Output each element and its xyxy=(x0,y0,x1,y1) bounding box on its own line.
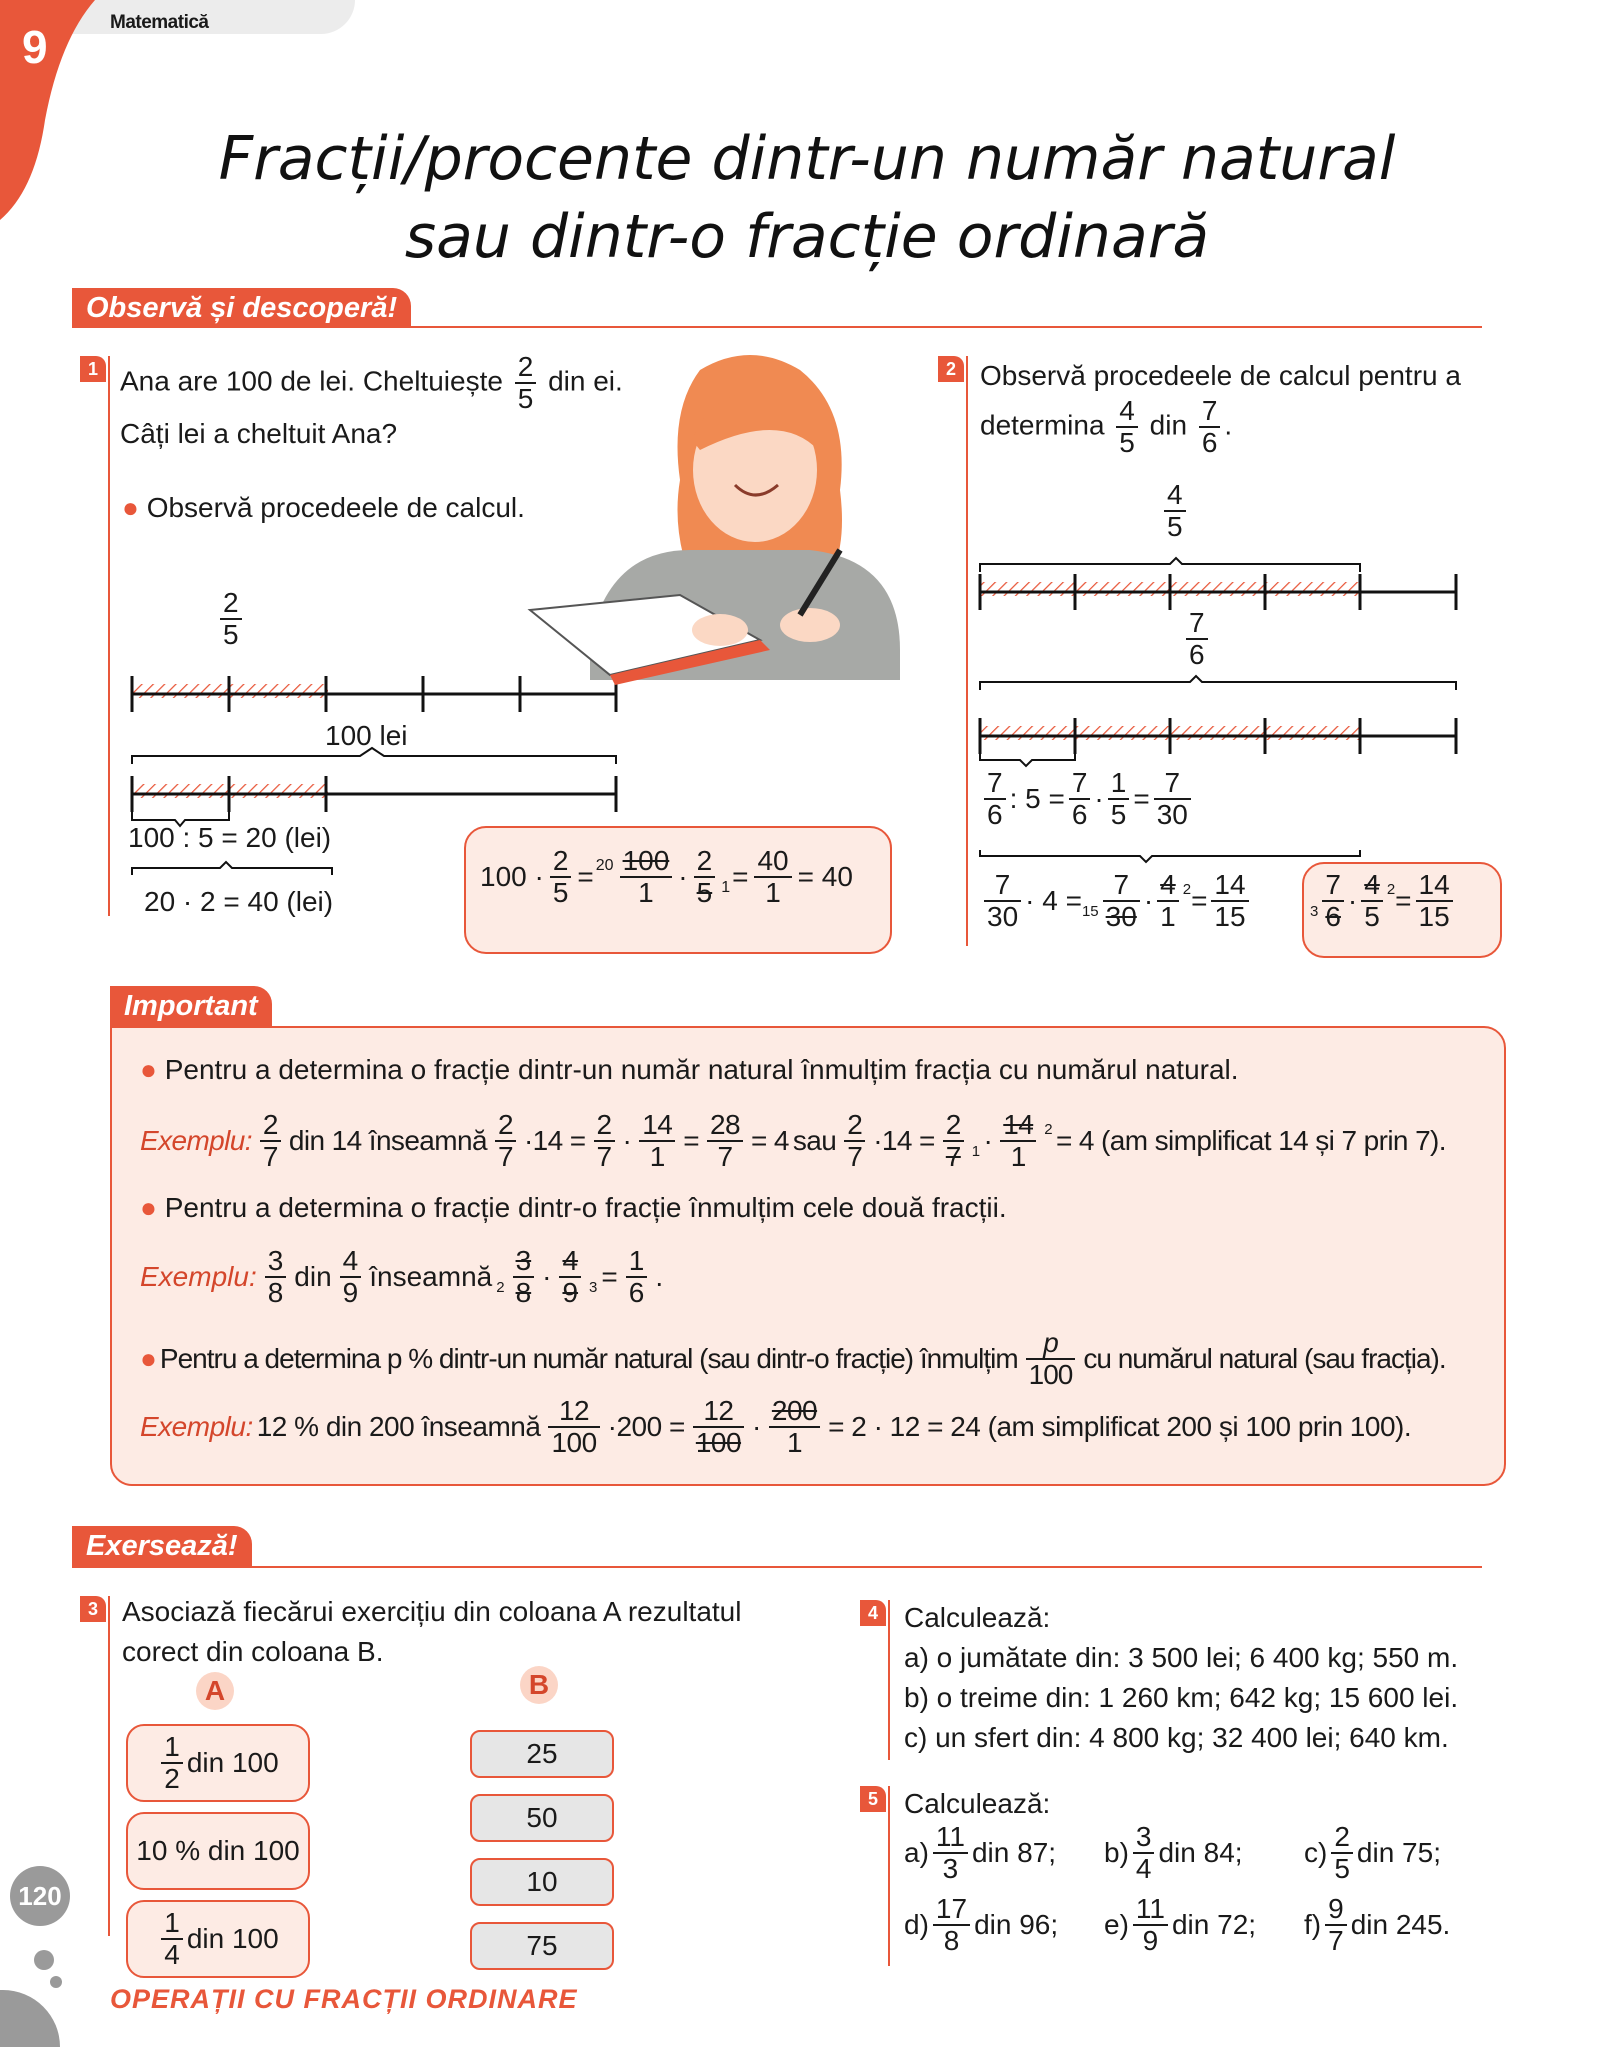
exercise-4-rule xyxy=(888,1600,890,1760)
exercise-5-item-f: f) $\frac{9}{7}$ din 245. xyxy=(1304,1893,1451,1956)
exercise-5-item-d: d) $\frac{17}{8}$ din 96; xyxy=(904,1893,1059,1956)
subject-label: Matematică xyxy=(110,12,209,33)
exercise-5-title: Calculează: xyxy=(904,1788,1051,1819)
important-example-2: Exemplu: $\frac{3}{8}$ din $\frac{4}{9}$ înseamnă 2 $\frac{3}{8}$ · $\frac{4}{9}$ 3 = $\frac{1}{6}$ . xyxy=(140,1245,664,1308)
exercise-4-text: Calculează: a) o jumătate din: 3 500 lei; 6 400 kg; 550 m. b) o treime din: 1 260 km; 642 kg; 15 600 lei. c) un sfert din: 4 800 kg; 32 400 lei; 640 km. xyxy=(904,1598,1458,1758)
exercise-5-item-b: b) $\frac{3}{4}$ din 84; xyxy=(1104,1821,1243,1884)
exercise-5-item-a: a) $\frac{11}{3}$ din 87; xyxy=(904,1821,1057,1884)
column-b-item-2[interactable]: 50 xyxy=(470,1794,614,1842)
column-b-item-3[interactable]: 10 xyxy=(470,1858,614,1906)
important-rule-1: ● Pentru a determina o fracție dintr-un număr natural înmulțim fracția cu numărul natural. xyxy=(140,1054,1239,1085)
section-practice-line xyxy=(72,1566,1482,1568)
footer-chapter-title: OPERAȚII CU FRACȚII ORDINARE xyxy=(110,1984,578,2014)
exercise-3-badge: 3 xyxy=(80,1596,106,1622)
footer-corner-shape xyxy=(0,1990,60,2047)
page-number: 120 xyxy=(10,1866,70,1926)
exercise-2-rule xyxy=(966,356,968,946)
column-b-item-4[interactable]: 75 xyxy=(470,1922,614,1970)
ex1-calc-step-1: 100 : 5 = 20 (lei) xyxy=(128,822,332,853)
exercise-1-text: Ana are 100 de lei. Cheltuiește $\frac{2}{5}$ din ei. Câți lei a cheltuit Ana? xyxy=(120,351,623,449)
girl-writing-illustration xyxy=(520,340,920,700)
exercise-4-item-c: c) un sfert din: 4 800 kg; 32 400 lei; 640 km. xyxy=(904,1722,1449,1753)
ex2-step-3: 3 $\frac{7}{6}$ · $\frac{4}{5}$ 2 = $\frac{14}{15}$ xyxy=(1310,870,1457,932)
exercise-5-badge: 5 xyxy=(860,1786,886,1812)
important-example-1: Exemplu: $\frac{2}{7}$ din 14 înseamnă $\frac{2}{7}$ ·14 = $\frac{2}{7}$ · $\frac{14}{1}$ = $\frac{28}{7}$ = 4 sau $\frac{2}{7}$ ·14 = $\frac{2}{7}$ 1 · $\frac{14}{1}$ 2 = 4 (am simplificat 14 și 7 prin 7). xyxy=(140,1109,1446,1172)
segment-total-label: 100 lei xyxy=(325,720,408,751)
important-rule-2: ● Pentru a determina o fracție dintr-o fracție înmulțim cele două fracții. xyxy=(140,1192,1007,1223)
exercise-3-rule xyxy=(108,1596,110,1936)
important-rule-3: ● Pentru a determina p % dintr-un număr natural (sau dintr-o fracție) înmulțim $\frac{p}{100}$ cu numărul natural (sau fracția). xyxy=(140,1327,1446,1390)
ex2-step-1: $\frac{7}{6}$ : 5 = $\frac{7}{6}$ · $\frac{1}{5}$ = $\frac{7}{30}$ xyxy=(980,768,1195,830)
ex2-mid-fraction: $\frac{7}{6}$ xyxy=(1182,608,1212,670)
column-a-item-2[interactable]: 10 % din 100 xyxy=(126,1812,310,1890)
exercise-5-item-e: e) $\frac{11}{9}$ din 72; xyxy=(1104,1893,1257,1956)
footer-dot-1 xyxy=(34,1950,54,1970)
fraction-two-fifths: $\frac{2}{5}$ xyxy=(515,352,537,414)
title-line-1: Fracții/procente dintr-un număr natural xyxy=(218,124,1396,194)
page-title xyxy=(0,120,1614,276)
ex1-formula: 100 · $\frac{2}{5}$ = 20 $\frac{100}{1}$ · $\frac{2}{5}$ 1 = $\frac{40}{1}$ = 40 xyxy=(480,845,853,908)
section-observe-tab: Observă și descoperă! xyxy=(72,288,411,328)
exercise-2-badge: 2 xyxy=(938,356,964,382)
section-practice-tab: Exersează! xyxy=(72,1526,252,1566)
title-line-2: sau dintr-o fracție ordinară xyxy=(404,202,1210,272)
column-b-item-1[interactable]: 25 xyxy=(470,1730,614,1778)
column-a-label: A xyxy=(196,1672,234,1710)
section-important-tab: Important xyxy=(110,986,272,1026)
exercise-1-bullet: ● Observă procedeele de calcul. xyxy=(122,492,525,523)
section-observe-line xyxy=(72,326,1482,328)
column-a-item-1[interactable]: $\frac{1}{2}$ din 100 xyxy=(126,1724,310,1802)
exercise-4-item-b: b) o treime din: 1 260 km; 642 kg; 15 600 lei. xyxy=(904,1682,1459,1713)
ex2-top-fraction: $\frac{4}{5}$ xyxy=(1160,480,1190,542)
chapter-number: 9 xyxy=(22,21,48,73)
exercise-1-rule xyxy=(108,356,110,916)
exercise-5-item-c: c) $\frac{2}{5}$ din 75; xyxy=(1304,1821,1441,1884)
exercise-4-item-a: a) o jumătate din: 3 500 lei; 6 400 kg; 550 m. xyxy=(904,1642,1459,1673)
exercise-2-text: Observă procedeele de calcul pentru a determina $\frac{4}{5}$ din $\frac{7}{6}$ . xyxy=(980,360,1461,458)
important-example-3: Exemplu: 12 % din 200 înseamnă $\frac{12}{100}$ ·200 = $\frac{12}{100}$ · $\frac{200}{1}$ = 2 · 12 = 24 (am simplificat 200 și 100 prin 100). xyxy=(140,1395,1412,1458)
footer-dot-2 xyxy=(50,1976,62,1988)
segment-fraction-label: $\frac{2}{5}$ xyxy=(216,588,246,650)
exercise-4-badge: 4 xyxy=(860,1600,886,1626)
ex1-calc-step-2: 20 · 2 = 40 (lei) xyxy=(144,886,334,917)
exercise-3-text: Asociază fiecărui exercițiu din coloana A rezultatul corect din coloana B. xyxy=(122,1596,742,1667)
ex2-step-2: $\frac{7}{30}$ · 4 = 15 $\frac{7}{30}$ · $\frac{4}{1}$ 2 = $\frac{14}{15}$ xyxy=(980,870,1253,932)
column-a-item-3[interactable]: $\frac{1}{4}$ din 100 xyxy=(126,1900,310,1978)
exercise-5-rule xyxy=(888,1786,890,1966)
column-b-label: B xyxy=(520,1666,558,1704)
exercise-1-badge: 1 xyxy=(80,356,106,382)
exercise-5-grid xyxy=(904,1822,1504,1956)
